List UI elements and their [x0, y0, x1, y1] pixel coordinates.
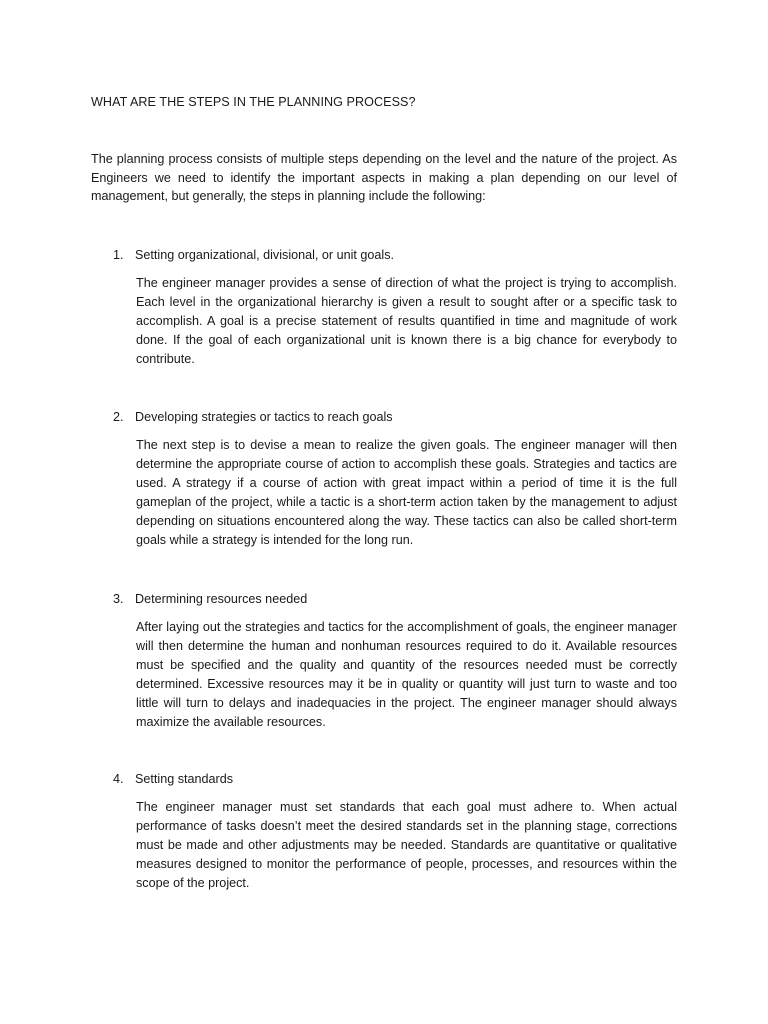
- step-body: After laying out the strategies and tactics for the accomplishment of goals, the engineer manager will then determine the human and nonhuman resources required to do it. Available resources must be specified and the quality and quantity of the resources needed must be correctly determined. Excessive resources may it be in quality or quantity will just turn to waste and too little will turn to delays and inadequacies in the project. The engineer manager should always maximize the available resources.: [136, 620, 677, 729]
- step-heading: [113, 592, 307, 606]
- step-body: The engineer manager must set standards that each goal must adhere to. When actual performance of tasks doesn’t meet the desired standards set in the planning stage, corrections must be made and other adjustments may be needed. Standards are quantitative or qualitative measures designed to monitor the performance of people, processes, and resources within the scope of the project.: [136, 800, 677, 890]
- step-heading-text: Setting standards: [135, 772, 234, 786]
- step-heading-text: Developing strategies or tactics to reach goals: [135, 410, 393, 424]
- step-number: 1.: [113, 248, 124, 262]
- step-body: The engineer manager provides a sense of direction of what the project is trying to accomplish. Each level in the organizational hierarchy is given a result to sought after or a specific task to accomplish. A goal is a precise statement of results quantified in time and magnitude of work done. If the goal of each organizational unit is known there is a big chance for everybody to contribute.: [136, 276, 677, 366]
- intro-paragraph: The planning process consists of multiple steps depending on the level and the nature of the project. As Engineers we need to identify the important aspects in making a plan depending on our level of management, but generally, the steps in planning include the following:: [91, 152, 677, 204]
- step-number: 3.: [113, 592, 124, 606]
- step-body: The next step is to devise a mean to realize the given goals. The engineer manager will then determine the appropriate course of action to accomplish these goals. Strategies and tactics are used. A strategy if a course of action with great impact within a period of time it is the full gameplan of the project, while a tactic is a short-term action taken by the management to adjust depending on situations encountered along the way. These tactics can also be called short-term goals while a strategy is intended for the long run.: [136, 438, 677, 547]
- step-heading-text: Setting organizational, divisional, or unit goals.: [135, 248, 395, 262]
- step-heading-text: Determining resources needed: [135, 592, 308, 606]
- step-heading: [113, 248, 394, 262]
- step-heading: [113, 772, 233, 786]
- document-title: WHAT ARE THE STEPS IN THE PLANNING PROCESS?: [91, 95, 416, 109]
- step-number: 2.: [113, 410, 124, 424]
- step-heading: [113, 410, 393, 424]
- step-number: 4.: [113, 772, 124, 786]
